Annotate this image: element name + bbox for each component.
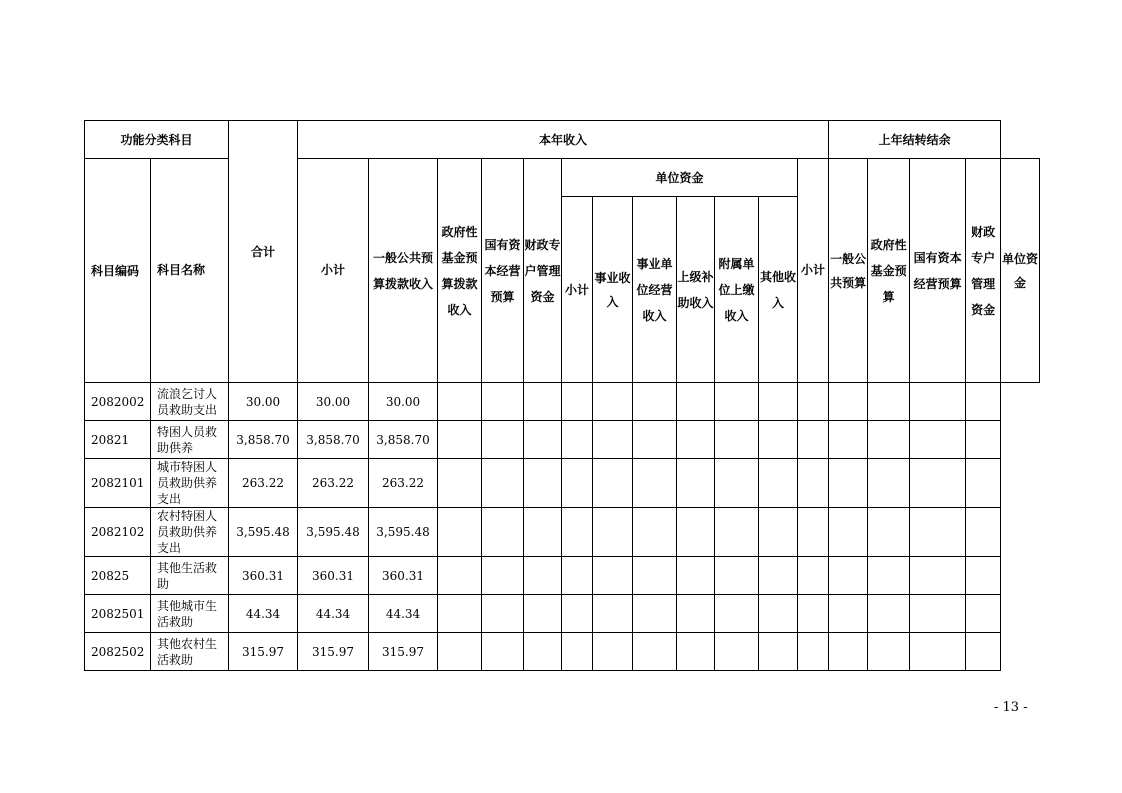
row-name: 流浪乞讨人员救助支出 — [151, 383, 229, 421]
row-empty-cell — [562, 459, 593, 508]
unit-funds-header: 单位资金 — [562, 159, 798, 197]
row-name: 农村特困人员救助供养支出 — [151, 508, 229, 557]
table-row — [85, 557, 1040, 595]
row-empty-cell — [562, 421, 593, 459]
row-empty-cell — [438, 383, 482, 421]
row-empty-cell — [798, 383, 829, 421]
row-empty-cell — [593, 508, 633, 557]
row-empty-cell — [868, 557, 910, 595]
row-empty-cell — [633, 421, 677, 459]
prior-fiscal-special-header: 财政专户管理资金 — [966, 159, 1001, 383]
row-empty-cell — [562, 595, 593, 633]
row-empty-cell — [593, 383, 633, 421]
row-empty-cell — [759, 421, 798, 459]
row-empty-cell — [715, 421, 759, 459]
row-empty-cell — [438, 459, 482, 508]
row-empty-cell — [868, 383, 910, 421]
row-empty-cell — [715, 383, 759, 421]
row-empty-cell — [829, 508, 868, 557]
row-empty-cell — [966, 633, 1001, 671]
prior-subtotal-header: 小计 — [798, 159, 829, 383]
row-empty-cell — [524, 595, 562, 633]
row-empty-cell — [482, 508, 524, 557]
prior-gov-fund-header: 政府性基金预算 — [868, 159, 910, 383]
table-row — [85, 383, 1040, 421]
table-row — [85, 508, 1040, 557]
row-empty-cell — [798, 459, 829, 508]
row-empty-cell — [798, 557, 829, 595]
row-empty-cell — [677, 508, 715, 557]
row-empty-cell — [438, 508, 482, 557]
table-row — [85, 421, 1040, 459]
row-empty-cell — [524, 508, 562, 557]
row-empty-cell — [910, 421, 966, 459]
total-header: 合计 — [229, 121, 298, 383]
business-income-header: 事业收入 — [593, 197, 633, 383]
row-empty-cell — [798, 595, 829, 633]
row-total: 3,595.48 — [229, 508, 298, 557]
row-empty-cell — [910, 459, 966, 508]
row-name: 其他农村生活救助 — [151, 633, 229, 671]
code-header: 科目编码 — [85, 159, 151, 383]
state-capital-header: 国有资本经营预算 — [482, 159, 524, 383]
row-name: 其他城市生活救助 — [151, 595, 229, 633]
row-empty-cell — [482, 595, 524, 633]
row-empty-cell — [677, 383, 715, 421]
row-total: 30.00 — [229, 383, 298, 421]
row-empty-cell — [829, 595, 868, 633]
other-income-header: 其他收入 — [759, 197, 798, 383]
row-empty-cell — [715, 633, 759, 671]
row-empty-cell — [438, 421, 482, 459]
gov-fund-header: 政府性基金预算拨款收入 — [438, 159, 482, 383]
row-empty-cell — [633, 383, 677, 421]
prior-carryover-header: 上年结转结余 — [829, 121, 1001, 159]
row-code: 2082101 — [85, 459, 151, 508]
row-empty-cell — [562, 557, 593, 595]
row-empty-cell — [868, 459, 910, 508]
fiscal-special-header: 财政专户管理资金 — [524, 159, 562, 383]
row-empty-cell — [715, 557, 759, 595]
row-subtotal: 315.97 — [298, 633, 369, 671]
row-empty-cell — [910, 383, 966, 421]
row-name: 特困人员救助供养 — [151, 421, 229, 459]
row-empty-cell — [868, 508, 910, 557]
row-empty-cell — [966, 421, 1001, 459]
row-empty-cell — [633, 633, 677, 671]
row-empty-cell — [759, 595, 798, 633]
row-empty-cell — [482, 557, 524, 595]
business-unit-operating-header: 事业单位经营收入 — [633, 197, 677, 383]
row-general-budget: 30.00 — [369, 383, 438, 421]
table-row — [85, 633, 1040, 671]
name-header: 科目名称 — [151, 159, 229, 383]
row-empty-cell — [593, 421, 633, 459]
functional-class-header: 功能分类科目 — [85, 121, 229, 159]
row-subtotal: 360.31 — [298, 557, 369, 595]
row-general-budget: 360.31 — [369, 557, 438, 595]
row-empty-cell — [677, 421, 715, 459]
row-total: 315.97 — [229, 633, 298, 671]
row-total: 360.31 — [229, 557, 298, 595]
prior-general-budget-header: 一般公共预算 — [829, 159, 868, 383]
row-empty-cell — [829, 557, 868, 595]
row-empty-cell — [524, 421, 562, 459]
row-empty-cell — [910, 557, 966, 595]
budget-table — [84, 120, 1040, 671]
row-empty-cell — [524, 557, 562, 595]
row-empty-cell — [966, 459, 1001, 508]
row-empty-cell — [868, 633, 910, 671]
row-empty-cell — [910, 633, 966, 671]
row-code: 2082501 — [85, 595, 151, 633]
row-general-budget: 263.22 — [369, 459, 438, 508]
row-subtotal: 3,595.48 — [298, 508, 369, 557]
row-code: 20821 — [85, 421, 151, 459]
row-empty-cell — [966, 508, 1001, 557]
row-empty-cell — [482, 383, 524, 421]
table-row — [85, 595, 1040, 633]
row-general-budget: 315.97 — [369, 633, 438, 671]
row-code: 2082502 — [85, 633, 151, 671]
row-empty-cell — [677, 459, 715, 508]
row-empty-cell — [759, 459, 798, 508]
row-empty-cell — [759, 383, 798, 421]
row-empty-cell — [593, 633, 633, 671]
row-empty-cell — [562, 383, 593, 421]
row-empty-cell — [633, 459, 677, 508]
row-empty-cell — [438, 557, 482, 595]
row-empty-cell — [798, 508, 829, 557]
row-empty-cell — [593, 595, 633, 633]
row-code: 2082102 — [85, 508, 151, 557]
row-code: 20825 — [85, 557, 151, 595]
row-empty-cell — [829, 459, 868, 508]
row-empty-cell — [759, 557, 798, 595]
row-empty-cell — [677, 633, 715, 671]
row-empty-cell — [482, 421, 524, 459]
row-empty-cell — [593, 557, 633, 595]
current-income-header: 本年收入 — [298, 121, 829, 159]
unit-subtotal-header: 小计 — [562, 197, 593, 383]
row-empty-cell — [633, 595, 677, 633]
row-empty-cell — [524, 383, 562, 421]
row-empty-cell — [829, 633, 868, 671]
row-empty-cell — [868, 595, 910, 633]
row-empty-cell — [966, 595, 1001, 633]
affiliated-unit-header: 附属单位上缴收入 — [715, 197, 759, 383]
row-total: 3,858.70 — [229, 421, 298, 459]
row-empty-cell — [438, 595, 482, 633]
row-empty-cell — [829, 383, 868, 421]
row-subtotal: 3,858.70 — [298, 421, 369, 459]
row-general-budget: 44.34 — [369, 595, 438, 633]
general-budget-header: 一般公共预算拨款收入 — [369, 159, 438, 383]
row-general-budget: 3,595.48 — [369, 508, 438, 557]
row-empty-cell — [759, 633, 798, 671]
subtotal-header: 小计 — [298, 159, 369, 383]
row-code: 2082002 — [85, 383, 151, 421]
row-empty-cell — [593, 459, 633, 508]
row-empty-cell — [829, 421, 868, 459]
row-empty-cell — [715, 508, 759, 557]
row-empty-cell — [524, 633, 562, 671]
higher-subsidy-header: 上级补助收入 — [677, 197, 715, 383]
row-empty-cell — [482, 459, 524, 508]
row-empty-cell — [524, 459, 562, 508]
row-empty-cell — [677, 557, 715, 595]
row-empty-cell — [562, 633, 593, 671]
page-number: - 13 - — [994, 700, 1028, 715]
row-general-budget: 3,858.70 — [369, 421, 438, 459]
row-empty-cell — [715, 459, 759, 508]
row-empty-cell — [910, 595, 966, 633]
row-empty-cell — [438, 633, 482, 671]
prior-unit-funds-header: 单位资金 — [1001, 159, 1040, 383]
row-empty-cell — [482, 633, 524, 671]
row-empty-cell — [715, 595, 759, 633]
row-empty-cell — [633, 557, 677, 595]
row-empty-cell — [759, 508, 798, 557]
row-empty-cell — [868, 421, 910, 459]
row-total: 44.34 — [229, 595, 298, 633]
row-subtotal: 44.34 — [298, 595, 369, 633]
row-empty-cell — [798, 421, 829, 459]
row-empty-cell — [966, 383, 1001, 421]
row-name: 其他生活救助 — [151, 557, 229, 595]
row-empty-cell — [677, 595, 715, 633]
row-subtotal: 30.00 — [298, 383, 369, 421]
table-row — [85, 459, 1040, 508]
row-empty-cell — [562, 508, 593, 557]
row-subtotal: 263.22 — [298, 459, 369, 508]
row-name: 城市特困人员救助供养支出 — [151, 459, 229, 508]
row-empty-cell — [966, 557, 1001, 595]
row-empty-cell — [633, 508, 677, 557]
row-empty-cell — [910, 508, 966, 557]
row-total: 263.22 — [229, 459, 298, 508]
prior-state-capital-header: 国有资本经营预算 — [910, 159, 966, 383]
row-empty-cell — [798, 633, 829, 671]
